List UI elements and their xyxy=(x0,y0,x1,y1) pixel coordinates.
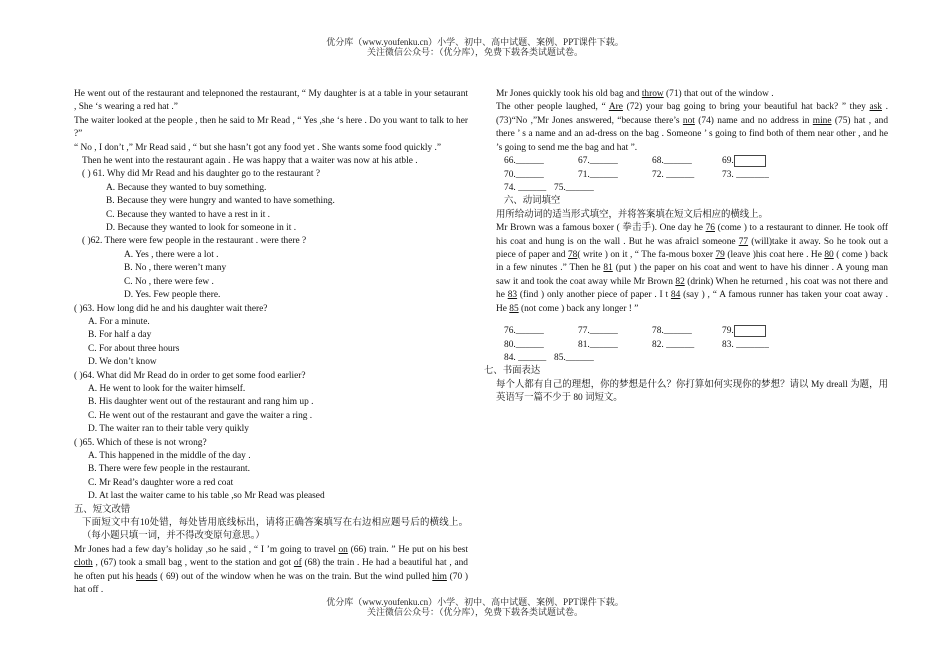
answer-blank[interactable]: 80.______ xyxy=(504,339,544,350)
blank-row xyxy=(504,182,888,195)
section-6-instructions: 用所给动词的适当形式填空，并将答案填在短文后相应的横线上。 xyxy=(496,209,768,220)
header-line-1: 优分库（www.youfenku.cn）小学、初中、高中试题、案例、PPT课件下载。 xyxy=(326,37,624,47)
answer-blank[interactable]: 75.______ xyxy=(554,183,594,193)
answer-blank-boxed[interactable]: 79. xyxy=(722,325,766,339)
option: D. Because they wanted to look for someone in it . xyxy=(106,223,297,234)
footer-line-1: 优分库（www.youfenku.cn）小学、初中、高中试题、案例、PPT课件下载。 xyxy=(326,597,624,607)
answer-blank[interactable]: 67.______ xyxy=(578,156,618,167)
option: C. For about three hours xyxy=(88,343,180,354)
option: C. He went out of the restaurant and gave the waiter a ring . xyxy=(88,410,313,421)
blank-row xyxy=(504,155,888,169)
page-header xyxy=(0,37,950,57)
answer-blank[interactable]: 84. ______ xyxy=(504,353,547,364)
verb-fill-passage: Mr Brown was a famous boxer ( 拳击手). One day he 76 (come ) to a restaurant to dinner. He took off his coat and hung is on the wall . But he was afraicl someone 77 (will)take it away. So he took out a piece of paper and 78( write ) on it , “ The fa-mous boxer 79 (leave )his coat here . He 80 ( come ) back in a few ninutes .” Then he 81 (put ) the paper on his coat and went to have his dinner . A young man saw it and took the coat away while Mr Brown 82 (drink) When he returned , his coat was not there and he 83 (find ) only another piece of paper . I t 84 (say ) , “ A famous runner has taken your coat away . He 85 (not come ) back any longer ! ” xyxy=(496,223,888,314)
answer-blank[interactable]: 73. _______ xyxy=(722,169,769,180)
answer-blank[interactable]: 77.______ xyxy=(578,326,618,337)
answer-box[interactable] xyxy=(734,325,766,337)
question-63: ( )63. How long did he and his daughter wait there? xyxy=(74,303,268,314)
underlined-word: throw xyxy=(641,89,664,99)
page-footer xyxy=(0,597,950,617)
blank-row xyxy=(504,339,888,352)
option: B. No , there weren’t many xyxy=(124,263,227,274)
section-7-instructions: 每个人都有自己的理想，你的梦想是什么？你打算如何实现你的梦想？请以 My dreall 为题，用英语写一篇不少于 80 词短文。 xyxy=(496,379,888,404)
story-paragraph: “ No , I don’t ,” Mr Read said , “ but she hasn’t got any food yet . She wants some food quickly .” xyxy=(74,142,442,153)
question-65: ( )65. Which of these is not wrong? xyxy=(74,437,207,448)
option: B. His daughter went out of the restaurant and rang him up . xyxy=(88,397,314,408)
answer-blank[interactable]: 83. _______ xyxy=(722,339,769,350)
option: D. The waiter ran to their table very quikly xyxy=(88,424,249,435)
underlined-word: heads xyxy=(136,571,158,582)
left-column xyxy=(62,88,468,597)
section-6-title: 六、动词填空 xyxy=(504,196,561,207)
header-line-2: 关注微信公众号：（优分库），免费下载各类试题试卷。 xyxy=(366,47,583,57)
underlined-word: mine xyxy=(812,115,832,126)
section-5-title: 五、短文改错 xyxy=(74,504,131,515)
underlined-word: on xyxy=(338,544,348,555)
answer-blank-boxed[interactable]: 69. xyxy=(722,155,766,169)
footer-line-2: 关注微信公众号：（优分库），免费下载各类试题试卷。 xyxy=(366,607,583,617)
option: C. No , there were few . xyxy=(124,276,214,287)
option: A. Yes , there were a lot . xyxy=(124,249,219,260)
answer-blanks-66-75 xyxy=(484,155,888,195)
answer-blank[interactable]: 76.______ xyxy=(504,326,544,337)
underlined-word: of xyxy=(293,558,302,569)
option: D. At last the waiter came to his table ,so Mr Read was pleased xyxy=(88,491,325,502)
question-64: ( )64. What did Mr Read do in order to get some food earlier? xyxy=(74,370,306,381)
underlined-word: Are xyxy=(608,102,623,113)
option: A. He went to look for the waiter himself. xyxy=(88,383,246,394)
answer-blank[interactable]: 74. ______ xyxy=(504,183,547,193)
question-62: ( )62. There were few people in the restaurant . were there ? xyxy=(82,236,307,247)
answer-blank[interactable]: 78.______ xyxy=(652,326,692,337)
question-61: ( ) 61. Why did Mr Read and his daughter go to the restaurant ? xyxy=(82,169,321,180)
passage-continued: Mr Jones quickly took his old bag and throw (71) that out of the window . xyxy=(496,89,774,99)
option: D. Yes. Few people there. xyxy=(124,290,221,301)
option: A. For a minute. xyxy=(88,316,150,327)
underlined-word: him xyxy=(432,571,447,582)
answer-blank[interactable]: 70.______ xyxy=(504,169,544,180)
blank-row xyxy=(504,325,888,339)
answer-blank[interactable]: 85.______ xyxy=(554,353,594,364)
option: D. We don’t know xyxy=(88,357,157,368)
option: A. This happened in the middle of the day . xyxy=(88,450,251,461)
answer-blank[interactable]: 66.______ xyxy=(504,156,544,167)
story-paragraph: The waiter looked at the people , then he said to Mr Read , “ Yes ,she ‘s here . Do you want to talk to her ?” xyxy=(74,115,468,140)
option: B. For half a day xyxy=(88,330,152,341)
answer-blank[interactable]: 71.______ xyxy=(578,169,618,180)
section-5-instructions: 下面短文中有10处错，每处皆用底线标出，请将正确答案填写在右边相应题号后的横线上。（每小题只填一词，并不得改变原句意思。） xyxy=(82,518,468,542)
option: A. Because they wanted to buy something. xyxy=(106,182,267,193)
option: B. There were few people in the restaurant. xyxy=(88,464,250,475)
underlined-word: cloth xyxy=(74,558,93,569)
option: C. Because they wanted to have a rest in it . xyxy=(106,209,271,220)
answer-box[interactable] xyxy=(734,155,766,167)
answer-blanks-76-85 xyxy=(484,325,888,365)
answer-blank[interactable]: 68.______ xyxy=(652,156,692,167)
section-7-title: 七、书面表达 xyxy=(484,366,541,377)
answer-blank[interactable]: 82. ______ xyxy=(652,339,695,350)
right-column xyxy=(484,88,888,406)
option: C. Mr Read’s daughter wore a red coat xyxy=(88,477,234,488)
answer-blank[interactable]: 72. ______ xyxy=(652,169,695,180)
error-correction-passage: Mr Jones had a few day’s holiday ,so he said , “ I ’m going to travel on (66) train. ” He put on his best cloth , (67) took a small bag , went to the station and got of (68) the train . He had a beautiful hat , and he often put his heads ( 69) out of the window when he was on the train. But the wind pulled him (70 ) hat off . xyxy=(74,544,468,596)
passage-continued: The other people laughed, “ Are (72) your bag going to bring your beautiful hat back? ” they ask . (73)“No ,”Mr Jones answered, “because there’s not (74) name and no address in mine (75) hat , and there ’ s a name and an ad-dress on the bag . Someone ’ s going to find both of them near other , and he ’s going to send me the bag and hat ”. xyxy=(496,102,889,153)
answer-blank[interactable]: 81.______ xyxy=(578,339,618,350)
underlined-word: not xyxy=(682,115,695,126)
blank-row xyxy=(504,169,888,182)
blank-row xyxy=(504,352,888,365)
underlined-word: ask xyxy=(869,102,882,113)
story-paragraph: He went out of the restaurant and telepnoned the restaurant, “ My daughter is at a table in your setaurant , She ‘s wearing a red hat .” xyxy=(74,89,468,113)
option: B. Because they were hungry and wanted to have something. xyxy=(106,196,335,207)
story-paragraph: Then he went into the restaurant again . He was happy that a waiter was now at his atble . xyxy=(82,156,418,167)
